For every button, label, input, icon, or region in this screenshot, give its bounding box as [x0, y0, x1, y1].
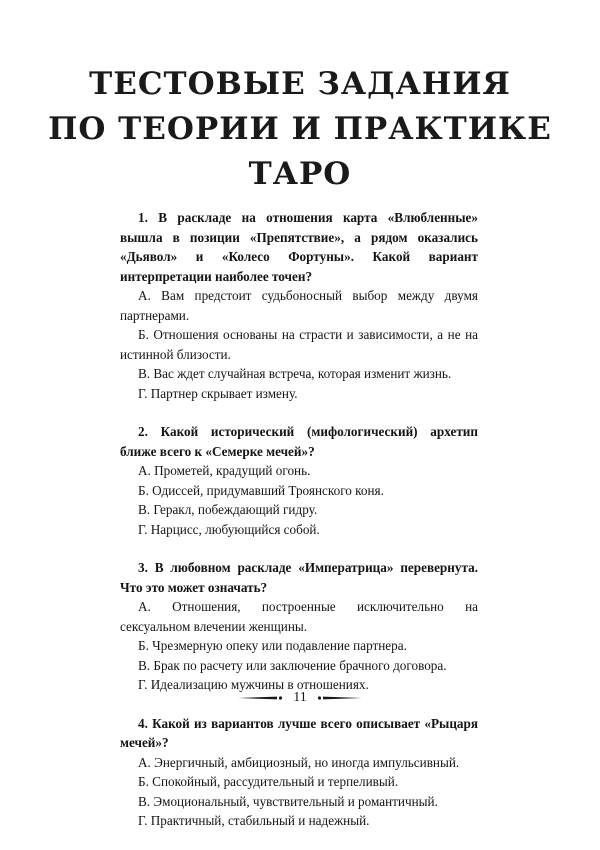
page-title — [0, 62, 600, 197]
title-line-2: ПО ТЕОРИИ И ПРАКТИКЕ — [48, 111, 552, 147]
answer-option: В. Брак по расчету или заключение брачного договора. — [138, 657, 447, 673]
answer-option: Б. Отношения основаны на страсти и зависимости, а не на истинной близости. — [120, 327, 478, 362]
title-line-3: ТАРО — [248, 156, 352, 192]
question-3 — [120, 558, 478, 695]
answer-option: А. Отношения, построенные исключительно на сексуальном влечении женщины. — [120, 599, 478, 634]
question-1 — [120, 208, 478, 403]
right-ornament-icon — [317, 694, 363, 702]
page-number: 11 — [293, 690, 307, 705]
page-footer — [0, 686, 600, 710]
answer-option: Б. Спокойный, рассудительный и терпеливый. — [138, 774, 399, 789]
answer-option: Г. Идеализацию мужчины в отношениях. — [138, 677, 369, 692]
questions-list — [120, 208, 478, 850]
question-text: 3. В любовном раскладе «Императрица» перевернута. Что это может означать? — [120, 560, 478, 595]
answer-option: А. Прометей, крадущий огонь. — [138, 463, 311, 478]
question-text: 4. Какой из вариантов лучше всего описывает «Рыцаря мечей»? — [120, 715, 478, 750]
answer-option: Б. Чрезмерную опеку или подавление партнера. — [138, 638, 407, 653]
answer-option: Г. Нарцисс, любующийся собой. — [138, 521, 320, 537]
left-ornament-icon — [237, 694, 283, 702]
answer-option: Г. Партнер скрывает измену. — [138, 385, 298, 401]
answer-option: В. Геракл, побеждающий гидру. — [138, 502, 318, 517]
answer-option: Г. Практичный, стабильный и надежный. — [138, 813, 370, 828]
answer-option: А. Вам предстоит судьбоносный выбор между двумя партнерами. — [120, 288, 478, 323]
answer-option: А. Энергичный, амбициозный, но иногда импульсивный. — [138, 754, 460, 770]
question-2 — [120, 422, 478, 539]
answer-option: Б. Одиссей, придумавший Троянского коня. — [138, 482, 384, 498]
question-text: 1. В раскладе на отношения карта «Влюбленные» вышла в позиции «Препятствие», а рядом оказались «Дьявол» и «Колесо Фортуны». Какой вариант интерпретации наиболее точен? — [120, 210, 478, 284]
title-line-1: ТЕСТОВЫЕ ЗАДАНИЯ — [89, 66, 511, 102]
question-text: 2. Какой исторический (мифологический) архетип ближе всего к «Семерке мечей»? — [120, 424, 478, 459]
answer-option: В. Эмоциональный, чувствительный и романтичный. — [138, 793, 438, 809]
answer-option: В. Вас ждет случайная встреча, которая изменит жизнь. — [138, 366, 452, 381]
question-4 — [120, 714, 478, 831]
